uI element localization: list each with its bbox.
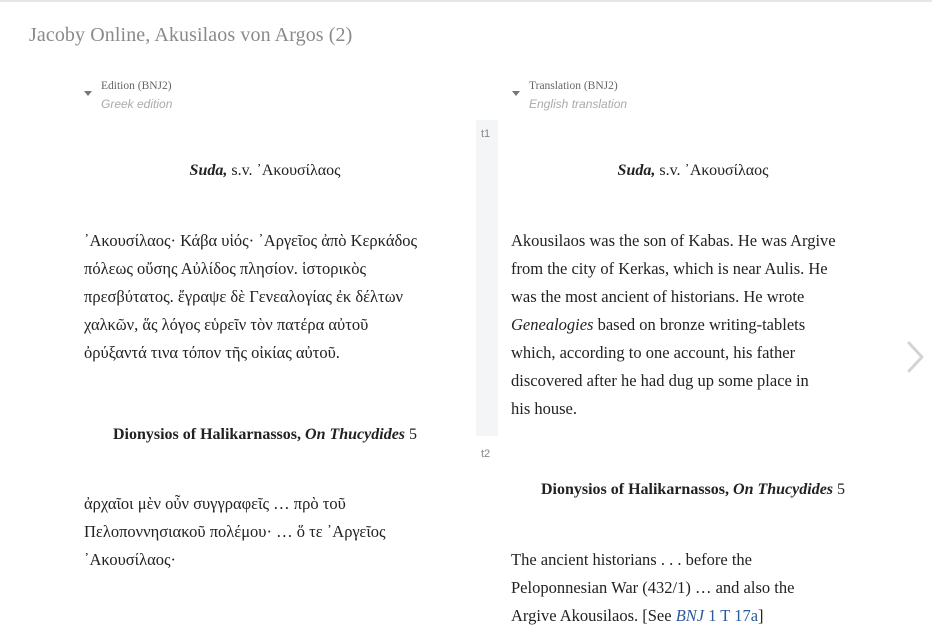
text-line: ὀρύξαντά τινα τόπον τῆς οἰκίας αὐτοῦ.	[84, 343, 340, 362]
left-t1-title	[84, 162, 446, 180]
genealogies-italic: Genealogies	[511, 315, 594, 334]
text-line: πόλεως οὔσης Αὐλίδος πλησίον. ἱστορικὸς	[84, 259, 367, 278]
caret-down-icon[interactable]	[512, 91, 520, 96]
left-t1-title-source: Suda,	[189, 162, 228, 179]
text-line: was the most ancient of historians. He wrote	[511, 287, 805, 306]
text-line-post: ]	[758, 606, 764, 625]
right-t2-title-author: Dionysios of Halikarnassos,	[540, 481, 734, 498]
chevron-right-icon[interactable]	[902, 340, 928, 374]
right-t2-title-work: On Thucydides	[733, 481, 834, 498]
right-t1-title-rest: s.v. ᾿Ακουσίλαος	[655, 162, 769, 179]
top-border	[0, 0, 932, 2]
bnj-reference-link[interactable]	[676, 606, 758, 625]
right-t1-text	[511, 227, 891, 423]
text-line	[511, 602, 891, 630]
text-line: χαλκῶν, ἅς λόγος εὑρεῖν τὸν πατέρα αὐτοῦ	[84, 315, 369, 334]
edition-sublabel: Greek edition	[101, 97, 173, 111]
right-t1-title-source: Suda,	[617, 162, 656, 179]
edition-label[interactable]: Edition (BNJ2)	[101, 80, 172, 92]
left-t1-text	[84, 227, 464, 367]
next-page-button[interactable]	[902, 340, 928, 374]
text-line-rest: based on bronze writing-tablets	[593, 315, 806, 334]
text-line: discovered after he had dug up some place in	[511, 371, 809, 390]
text-line: ἀρχαῖοι μὲν οὖν συγγραφεῖς … πρὸ τοῦ	[84, 494, 346, 513]
left-t2-title-work: On Thucydides	[305, 426, 406, 443]
translation-label[interactable]: Translation (BNJ2)	[529, 80, 618, 92]
right-t2-title-num: 5	[833, 481, 846, 498]
bnj-link-italic[interactable]: BNJ	[675, 606, 705, 625]
marker-t1[interactable]: t1	[481, 128, 491, 140]
right-t2-text	[511, 546, 891, 630]
text-line: Akousilaos was the son of Kabas. He was Argive	[511, 231, 836, 250]
text-line: ᾿Ακουσίλαος·	[84, 550, 177, 569]
column-divider	[476, 120, 498, 436]
text-line-pre: Argive Akousilaos. [See	[511, 606, 676, 625]
left-t1-title-rest: s.v. ᾿Ακουσίλαος	[227, 162, 341, 179]
text-line: Peloponnesian War (432/1) … and also the	[511, 578, 795, 597]
text-line: from the city of Kerkas, which is near Aulis. He	[511, 259, 828, 278]
text-line: which, according to one account, his father	[511, 343, 796, 362]
caret-down-icon[interactable]	[84, 91, 92, 96]
left-t2-text	[84, 490, 464, 574]
text-line: his house.	[511, 399, 577, 418]
translation-sublabel: English translation	[529, 97, 628, 111]
left-t2-title-num: 5	[405, 426, 418, 443]
page-title: Jacoby Online, Akusilaos von Argos (2)	[29, 24, 353, 46]
text-line: ᾿Ακουσίλαος· Κάβα υἱός· ᾿Αργεῖος ἀπὸ Κερκάδος	[84, 231, 418, 250]
bnj-link-rest[interactable]: 1 T 17a	[704, 606, 759, 625]
left-t2-title	[84, 426, 446, 444]
right-t2-title	[512, 481, 874, 499]
marker-t2[interactable]: t2	[481, 448, 491, 460]
text-line	[511, 311, 891, 339]
right-t1-title	[512, 162, 874, 180]
text-line: The ancient historians . . . before the	[511, 550, 752, 569]
text-line: Πελοποννησιακοῦ πολέμου· … ὅ τε ᾿Αργεῖος	[84, 522, 386, 541]
text-line: πρεσβύτατος. ἔγραψε δὲ Γενεαλογίας ἐκ δέλτων	[84, 287, 404, 306]
left-t2-title-author: Dionysios of Halikarnassos,	[112, 426, 306, 443]
